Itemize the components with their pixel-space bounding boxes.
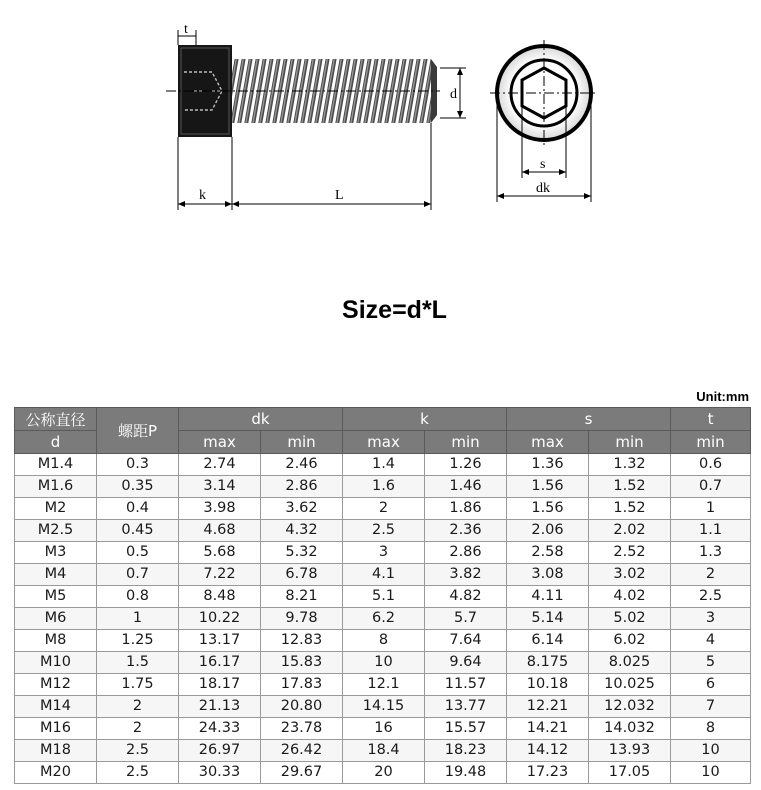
table-header-row-1 <box>15 408 751 431</box>
table-cell: 2.5 <box>671 586 751 608</box>
table-cell: M18 <box>15 740 97 762</box>
screw-end-view <box>490 40 598 202</box>
table-row <box>15 652 751 674</box>
header-s-min: min <box>589 431 671 454</box>
table-cell: 1.36 <box>507 454 589 476</box>
table-cell: 0.8 <box>97 586 179 608</box>
table-cell: 8.48 <box>179 586 261 608</box>
table-cell: 14.15 <box>343 696 425 718</box>
label-t: t <box>184 22 188 37</box>
table-cell: M5 <box>15 586 97 608</box>
table-cell: 10 <box>671 762 751 784</box>
table-cell: 2.36 <box>425 520 507 542</box>
table-row <box>15 564 751 586</box>
header-t-min: min <box>671 431 751 454</box>
table-cell: 13.93 <box>589 740 671 762</box>
table-cell: 0.4 <box>97 498 179 520</box>
table-cell: 4.32 <box>261 520 343 542</box>
table-cell: 1.75 <box>97 674 179 696</box>
table-cell: 30.33 <box>179 762 261 784</box>
table-cell: 0.3 <box>97 454 179 476</box>
label-dk: dk <box>536 181 550 196</box>
table-cell: 0.35 <box>97 476 179 498</box>
table-row <box>15 630 751 652</box>
table-cell: 20 <box>343 762 425 784</box>
screw-side-view <box>166 22 466 210</box>
table-cell: M14 <box>15 696 97 718</box>
table-cell: M8 <box>15 630 97 652</box>
table-cell: 29.67 <box>261 762 343 784</box>
table-cell: 12.21 <box>507 696 589 718</box>
table-cell: 1 <box>97 608 179 630</box>
header-k-min: min <box>425 431 507 454</box>
header-s: s <box>507 408 671 431</box>
table-cell: 3.14 <box>179 476 261 498</box>
label-s: s <box>540 157 546 172</box>
table-cell: 10.22 <box>179 608 261 630</box>
table-cell: 5.1 <box>343 586 425 608</box>
table-cell: 2 <box>671 564 751 586</box>
table-cell: 3.08 <box>507 564 589 586</box>
table-cell: 0.6 <box>671 454 751 476</box>
table-cell: 0.5 <box>97 542 179 564</box>
table-cell: 4.82 <box>425 586 507 608</box>
table-cell: 14.032 <box>589 718 671 740</box>
table-row <box>15 762 751 784</box>
table-cell: 7.64 <box>425 630 507 652</box>
table-cell: 26.97 <box>179 740 261 762</box>
table-cell: M10 <box>15 652 97 674</box>
table-cell: M2 <box>15 498 97 520</box>
label-L: L <box>335 188 344 203</box>
table-cell: 2.52 <box>589 542 671 564</box>
table-cell: 6.02 <box>589 630 671 652</box>
table-cell: 10 <box>671 740 751 762</box>
table-cell: 16 <box>343 718 425 740</box>
table-cell: M4 <box>15 564 97 586</box>
header-pitch: 螺距P <box>97 408 179 454</box>
table-cell: 21.13 <box>179 696 261 718</box>
table-cell: M12 <box>15 674 97 696</box>
table-cell: 20.80 <box>261 696 343 718</box>
table-cell: 17.23 <box>507 762 589 784</box>
header-k: k <box>343 408 507 431</box>
table-row <box>15 586 751 608</box>
table-cell: 15.83 <box>261 652 343 674</box>
table-cell: 2.5 <box>343 520 425 542</box>
table-cell: 6 <box>671 674 751 696</box>
table-row <box>15 718 751 740</box>
table-cell: 4.11 <box>507 586 589 608</box>
table-cell: 5.02 <box>589 608 671 630</box>
table-cell: 3.02 <box>589 564 671 586</box>
table-cell: 11.57 <box>425 674 507 696</box>
table-row <box>15 498 751 520</box>
table-cell: 15.57 <box>425 718 507 740</box>
dimension-table <box>14 407 751 784</box>
table-cell: 9.78 <box>261 608 343 630</box>
table-cell: 1.5 <box>97 652 179 674</box>
table-cell: 5.32 <box>261 542 343 564</box>
table-cell: 19.48 <box>425 762 507 784</box>
table-cell: 1.32 <box>589 454 671 476</box>
table-cell: 1.3 <box>671 542 751 564</box>
table-cell: 23.78 <box>261 718 343 740</box>
table-cell: 3 <box>671 608 751 630</box>
table-cell: M6 <box>15 608 97 630</box>
table-cell: M1.6 <box>15 476 97 498</box>
table-cell: 18.17 <box>179 674 261 696</box>
unit-label: Unit:mm <box>696 389 749 404</box>
table-cell: 14.12 <box>507 740 589 762</box>
table-cell: 17.05 <box>589 762 671 784</box>
table-cell: 7.22 <box>179 564 261 586</box>
table-cell: 8.025 <box>589 652 671 674</box>
table-cell: 6.78 <box>261 564 343 586</box>
table-cell: 1.56 <box>507 476 589 498</box>
table-cell: 1.4 <box>343 454 425 476</box>
table-cell: 18.4 <box>343 740 425 762</box>
table-cell: 3 <box>343 542 425 564</box>
table-row <box>15 520 751 542</box>
table-cell: 2 <box>343 498 425 520</box>
table-cell: 12.83 <box>261 630 343 652</box>
table-row <box>15 454 751 476</box>
table-cell: 1.26 <box>425 454 507 476</box>
table-cell: 10.025 <box>589 674 671 696</box>
table-cell: 1.52 <box>589 498 671 520</box>
table-cell: 4 <box>671 630 751 652</box>
table-cell: 2.5 <box>97 762 179 784</box>
header-dk-max: max <box>179 431 261 454</box>
table-row <box>15 542 751 564</box>
header-t: t <box>671 408 751 431</box>
table-cell: 1.52 <box>589 476 671 498</box>
table-cell: 13.77 <box>425 696 507 718</box>
table-row <box>15 608 751 630</box>
table-cell: M16 <box>15 718 97 740</box>
table-cell: 9.64 <box>425 652 507 674</box>
table-cell: 0.7 <box>97 564 179 586</box>
table-cell: 4.68 <box>179 520 261 542</box>
table-cell: M3 <box>15 542 97 564</box>
table-cell: M20 <box>15 762 97 784</box>
table-cell: 2.46 <box>261 454 343 476</box>
table-cell: 5.14 <box>507 608 589 630</box>
table-cell: 0.45 <box>97 520 179 542</box>
table-cell: 13.17 <box>179 630 261 652</box>
table-cell: 1.86 <box>425 498 507 520</box>
table-cell: 4.1 <box>343 564 425 586</box>
table-cell: 26.42 <box>261 740 343 762</box>
table-cell: 2.74 <box>179 454 261 476</box>
size-formula-title: Size=d*L <box>342 296 447 324</box>
table-cell: 8 <box>343 630 425 652</box>
table-cell: 0.7 <box>671 476 751 498</box>
table-cell: 1.56 <box>507 498 589 520</box>
table-cell: 2.86 <box>261 476 343 498</box>
table-row <box>15 740 751 762</box>
table-cell: 10 <box>343 652 425 674</box>
table-cell: 18.23 <box>425 740 507 762</box>
table-cell: 8.21 <box>261 586 343 608</box>
header-dk-min: min <box>261 431 343 454</box>
screw-dimension-drawing <box>0 0 761 230</box>
table-cell: M1.4 <box>15 454 97 476</box>
table-cell: 8 <box>671 718 751 740</box>
table-cell: 1 <box>671 498 751 520</box>
table-cell: 3.82 <box>425 564 507 586</box>
table-cell: 16.17 <box>179 652 261 674</box>
table-cell: 10.18 <box>507 674 589 696</box>
label-d: d <box>450 87 457 102</box>
table-cell: 2 <box>97 696 179 718</box>
table-cell: 6.14 <box>507 630 589 652</box>
table-cell: 2.5 <box>97 740 179 762</box>
table-cell: 2.86 <box>425 542 507 564</box>
table-cell: 3.98 <box>179 498 261 520</box>
table-cell: 12.1 <box>343 674 425 696</box>
table-cell: 2.02 <box>589 520 671 542</box>
table-cell: 1.25 <box>97 630 179 652</box>
header-k-max: max <box>343 431 425 454</box>
table-cell: 5.7 <box>425 608 507 630</box>
header-d: d <box>15 431 97 454</box>
table-row <box>15 696 751 718</box>
table-cell: 17.83 <box>261 674 343 696</box>
table-cell: 5.68 <box>179 542 261 564</box>
table-row <box>15 674 751 696</box>
table-cell: 4.02 <box>589 586 671 608</box>
table-row <box>15 476 751 498</box>
table-cell: 1.1 <box>671 520 751 542</box>
table-cell: 14.21 <box>507 718 589 740</box>
header-dk: dk <box>179 408 343 431</box>
table-cell: 5 <box>671 652 751 674</box>
table-cell: 2.58 <box>507 542 589 564</box>
table-cell: 8.175 <box>507 652 589 674</box>
table-cell: 24.33 <box>179 718 261 740</box>
table-cell: 2.06 <box>507 520 589 542</box>
table-cell: 1.6 <box>343 476 425 498</box>
header-nominal-diameter: 公称直径 <box>15 408 97 431</box>
table-cell: 1.46 <box>425 476 507 498</box>
header-s-max: max <box>507 431 589 454</box>
label-k: k <box>199 188 206 203</box>
table-cell: 2 <box>97 718 179 740</box>
table-cell: 6.2 <box>343 608 425 630</box>
table-cell: 7 <box>671 696 751 718</box>
table-cell: M2.5 <box>15 520 97 542</box>
table-cell: 12.032 <box>589 696 671 718</box>
table-cell: 3.62 <box>261 498 343 520</box>
